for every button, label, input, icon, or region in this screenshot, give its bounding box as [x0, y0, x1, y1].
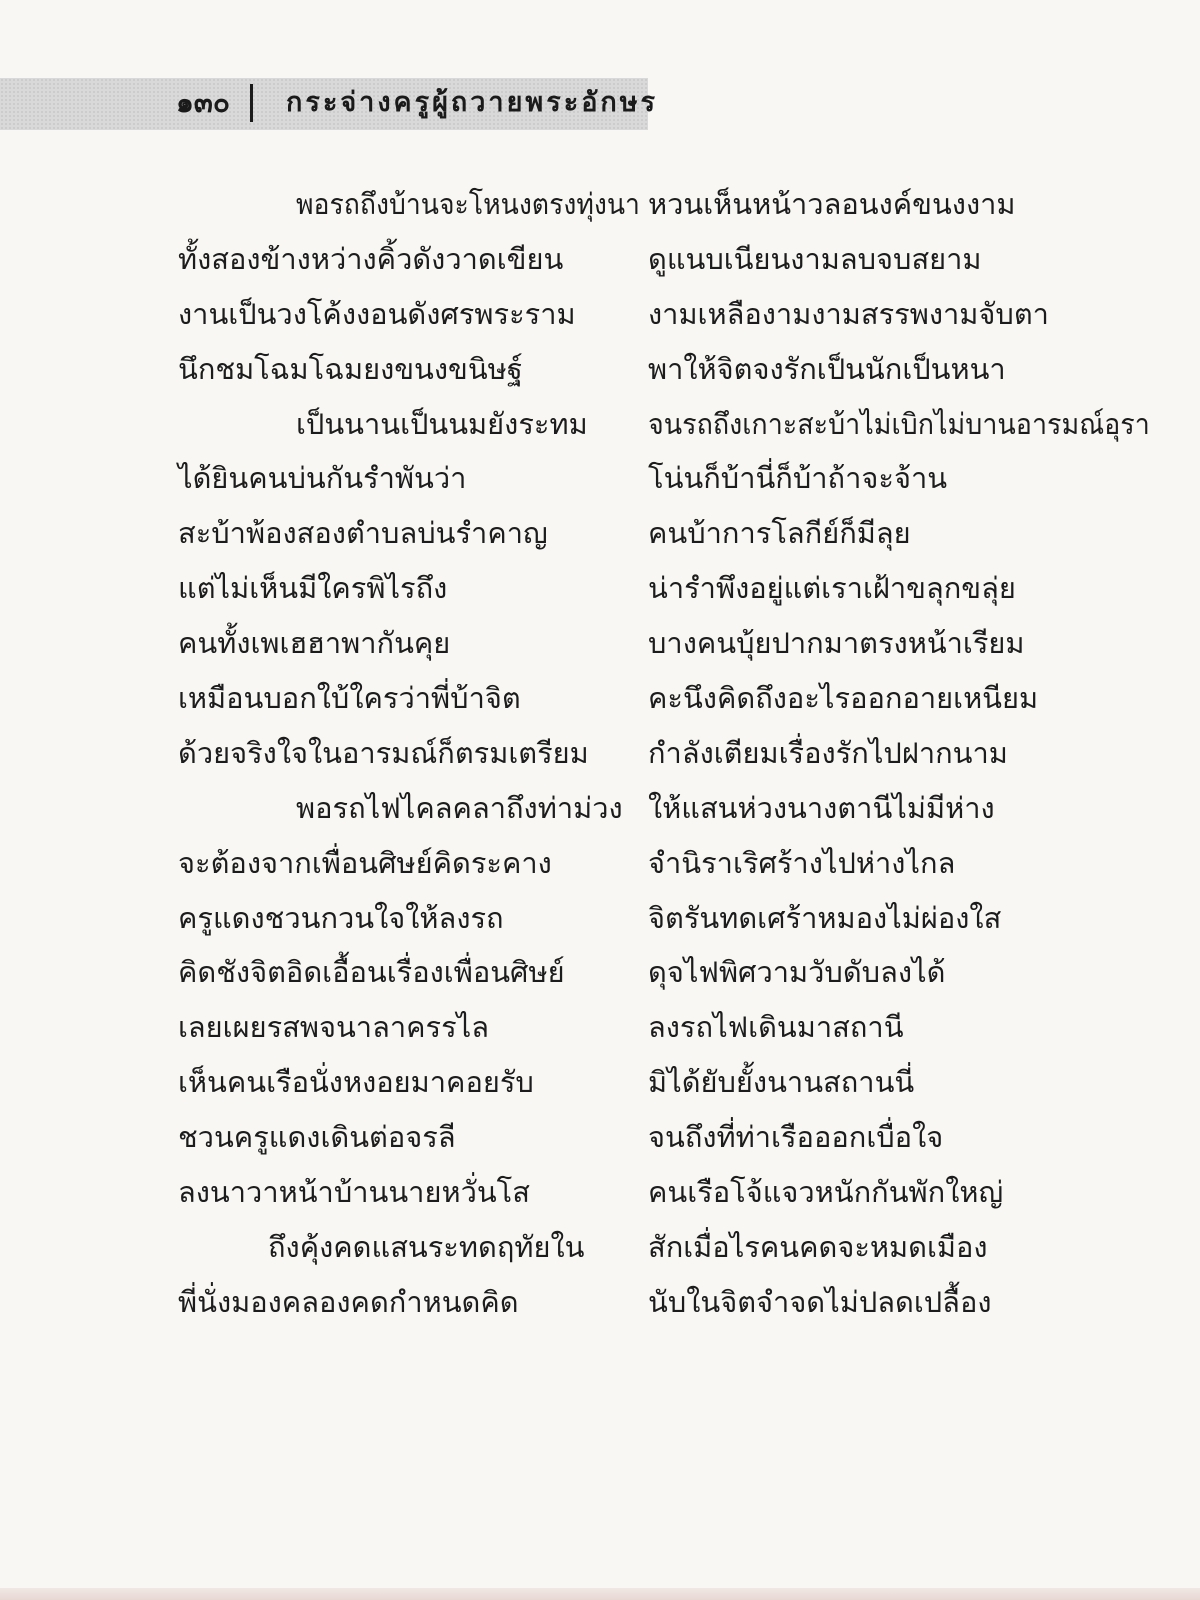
- verse-second-half: โน่นก็บ้านี่ก็บ้าถ้าจะจ้าน: [648, 461, 948, 496]
- verse-line: [0, 566, 1200, 621]
- verse-line: [0, 347, 1200, 402]
- verse-second-half: ให้แสนห่วงนางตานีไม่มีห่าง: [648, 790, 995, 825]
- verse-first-half: แต่ไม่เห็นมีใครพิไรถึง: [178, 571, 448, 606]
- verse-first-half: จะต้องจากเพื่อนศิษย์คิดระคาง: [178, 845, 552, 880]
- verse-first-half: คนทั้งเพเฮฮาพากันคุย: [178, 626, 451, 661]
- verse-line: [0, 950, 1200, 1005]
- verse-line: [0, 402, 1200, 457]
- verse-second-half: สักเมื่อไรคนคดจะหมดเมือง: [648, 1229, 988, 1264]
- verse-line: [0, 182, 1200, 237]
- verse-line: [0, 676, 1200, 731]
- header-divider: [250, 84, 253, 122]
- verse-first-half: งานเป็นวงโค้งงอนดังศรพระราม: [178, 296, 576, 331]
- verse-first-half: คิดชังจิตอิดเอื้อนเรื่องเพื่อนศิษย์: [178, 955, 565, 990]
- verse-first-half: เป็นนานเป็นนมยังระทม: [296, 406, 588, 441]
- verse-second-half: มิได้ยับยั้งนานสถานนี่: [648, 1065, 915, 1100]
- verse-line: [0, 292, 1200, 347]
- verse-first-half: เลยเผยรสพจนาลาครรไล: [178, 1010, 490, 1045]
- verse-second-half: ดุจไฟพิศวามวับดับลงได้: [648, 955, 946, 990]
- verse-first-half: ครูแดงชวนกวนใจให้ลงรถ: [178, 900, 504, 935]
- verse-line: [0, 1005, 1200, 1060]
- verse-first-half: เหมือนบอกใบ้ใครว่าพี่บ้าจิต: [178, 681, 521, 716]
- verse-second-half: กำลังเตียมเรื่องรักไปฝากนาม: [648, 735, 1008, 770]
- verse-second-half: คนบ้าการโลกีย์ก็มีลุย: [648, 516, 911, 551]
- verse-line: [0, 731, 1200, 786]
- verse-first-half: ทั้งสองข้างหว่างคิ้วดังวาดเขียน: [178, 241, 564, 276]
- verse-first-half: พี่นั่งมองคลองคดกำหนดคิด: [178, 1284, 519, 1319]
- verse-line: [0, 511, 1200, 566]
- verse-line: [0, 786, 1200, 841]
- page-number: ๑๓๐: [176, 86, 231, 119]
- verse-second-half: จนรถถึงเกาะสะบ้าไม่เบิกไม่บานอารมณ์อุรา: [648, 406, 1150, 441]
- verse-line: [0, 896, 1200, 951]
- verse-first-half: นึกชมโฉมโฉมยงขนงขนิษฐ์: [178, 351, 523, 386]
- verse-second-half: ลงรถไฟเดินมาสถานี: [648, 1010, 904, 1045]
- verse-body: [0, 182, 1200, 1335]
- verse-second-half: งามเหลืองามงามสรรพงามจับตา: [648, 296, 1049, 331]
- verse-first-half: ด้วยจริงใจในอารมณ์ก็ตรมเตรียม: [178, 735, 589, 770]
- verse-second-half: นับในจิตจำจดไม่ปลดเปลื้อง: [648, 1284, 992, 1319]
- verse-second-half: คนเรือโจ้แจวหนักกันพักใหญ่: [648, 1175, 1004, 1210]
- verse-second-half: พาให้จิตจงรักเป็นนักเป็นหนา: [648, 351, 1006, 386]
- verse-first-half: พอรถถึงบ้านจะโหนงตรงทุ่งนา: [296, 187, 640, 221]
- verse-second-half: หวนเห็นหน้าวลอนงค์ขนงงาม: [648, 187, 1016, 221]
- verse-line: [0, 1280, 1200, 1335]
- verse-first-half: สะบ้าพ้องสองตำบลบ่นรำคาญ: [178, 516, 548, 551]
- verse-first-half: พอรถไฟไคลคลาถึงท่าม่วง: [296, 790, 623, 825]
- verse-line: [0, 1115, 1200, 1170]
- verse-line: [0, 1225, 1200, 1280]
- verse-second-half: จิตรันทดเศร้าหมองไม่ผ่องใส: [648, 900, 1002, 935]
- verse-second-half: จำนิราเริศร้างไปห่างไกล: [648, 845, 956, 880]
- verse-second-half: จนถึงที่ท่าเรือออกเบื่อใจ: [648, 1120, 944, 1155]
- verse-second-half: ดูแนบเนียนงามลบจบสยาม: [648, 241, 982, 276]
- verse-first-half: ชวนครูแดงเดินต่อจรลี: [178, 1120, 456, 1155]
- book-title: กระจ่างครูผู้ถวายพระอักษร: [286, 87, 659, 118]
- verse-first-half: ลงนาวาหน้าบ้านนายหวั่นโส: [178, 1175, 530, 1210]
- verse-first-half: เห็นคนเรือนั่งหงอยมาคอยรับ: [178, 1065, 534, 1100]
- verse-first-half: ได้ยินคนบ่นกันรำพันว่า: [178, 461, 467, 496]
- verse-line: [0, 841, 1200, 896]
- verse-first-half: ถึงคุ้งคดแสนระทดฤทัยใน: [268, 1229, 585, 1264]
- verse-line: [0, 1170, 1200, 1225]
- verse-line: [0, 621, 1200, 676]
- verse-second-half: บางคนบุ้ยปากมาตรงหน้าเรียม: [648, 626, 1025, 661]
- verse-line: [0, 456, 1200, 511]
- verse-line: [0, 237, 1200, 292]
- verse-second-half: คะนึงคิดถึงอะไรออกอายเหนียม: [648, 681, 1039, 716]
- verse-second-half: น่ารำพึงอยู่แต่เราเฝ้าขลุกขลุ่ย: [648, 571, 1016, 606]
- page-bottom-edge: [0, 1588, 1200, 1600]
- verse-line: [0, 1060, 1200, 1115]
